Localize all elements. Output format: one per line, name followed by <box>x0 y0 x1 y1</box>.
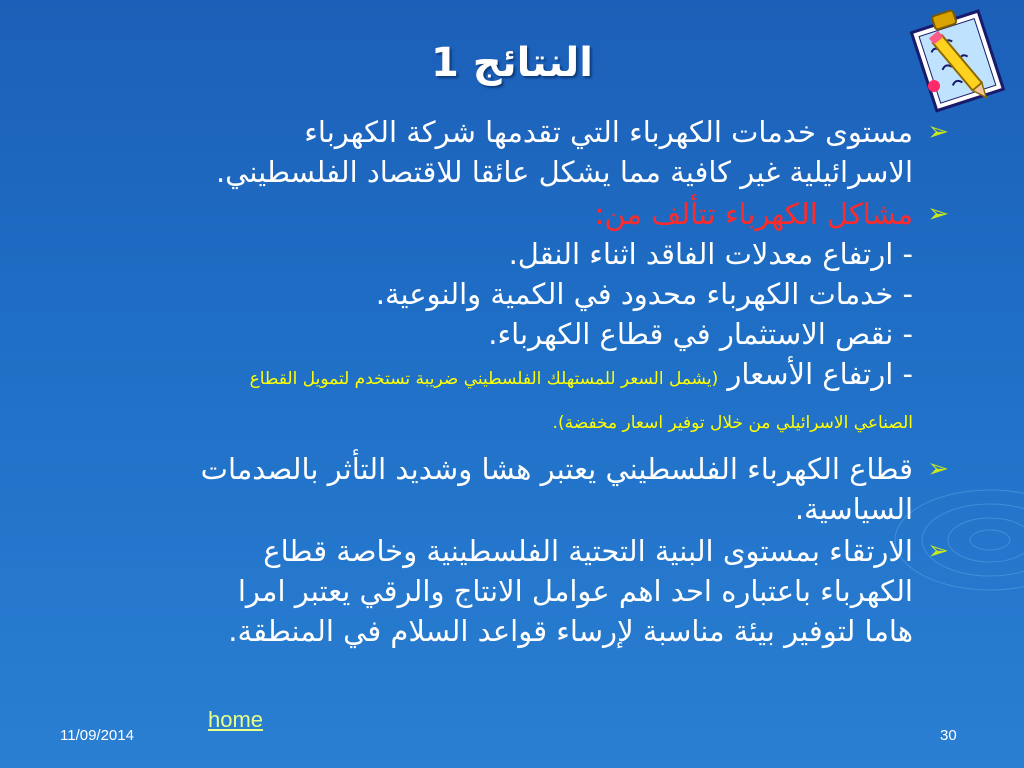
bullet-item <box>59 531 949 651</box>
slide-content <box>59 112 949 653</box>
bullet-text-line: الاسرائيلية غير كافية مما يشكل عائقا للاقتصاد الفلسطيني. <box>215 155 913 189</box>
bullet-item <box>59 194 949 447</box>
arrow-bullet-icon: ➢ <box>927 117 949 147</box>
bullet-item <box>59 112 949 192</box>
bullet-text-line: قطاع الكهرباء الفلسطيني يعتبر هشا وشديد التأثر بالصدمات <box>200 452 913 486</box>
bullet-text-line: هاما لتوفير بيئة مناسبة لإرساء قواعد السلام في المنطقة. <box>228 614 913 648</box>
list-item-with-note <box>59 354 913 399</box>
bullet-heading: مشاكل الكهرباء تتألف من: <box>594 197 913 231</box>
arrow-bullet-icon: ➢ <box>927 536 949 566</box>
list-item: - نقص الاستثمار في قطاع الكهرباء. <box>488 317 913 351</box>
arrow-bullet-icon: ➢ <box>927 454 949 484</box>
slide-date: 11/09/2014 <box>60 727 134 744</box>
price-note-continued: الصناعي الاسرائيلي من خلال توفير اسعار مخفضة). <box>552 413 913 433</box>
slide-number: 30 <box>940 727 957 744</box>
arrow-bullet-icon: ➢ <box>927 199 949 229</box>
slide-title: النتائج 1 <box>430 40 594 86</box>
list-item: - ارتفاع الأسعار <box>727 357 913 391</box>
bullet-text-line: الكهرباء باعتباره احد اهم عوامل الانتاج والرقي يعتبر امرا <box>237 574 913 608</box>
list-item: - خدمات الكهرباء محدود في الكمية والنوعية. <box>375 277 913 311</box>
bullet-text-line: مستوى خدمات الكهرباء التي تقدمها شركة الكهرباء <box>304 115 913 149</box>
home-link[interactable]: home <box>208 707 264 732</box>
bullet-text-line: السياسية. <box>794 492 913 526</box>
list-item: - ارتفاع معدلات الفاقد اثناء النقل. <box>508 237 913 271</box>
bullet-item <box>59 449 949 529</box>
bullet-text-line: الارتقاء بمستوى البنية التحتية الفلسطينية وخاصة قطاع <box>263 534 913 568</box>
price-note: (يشمل السعر للمستهلك الفلسطيني ضريبة تستخدم لتمويل القطاع <box>249 369 719 389</box>
